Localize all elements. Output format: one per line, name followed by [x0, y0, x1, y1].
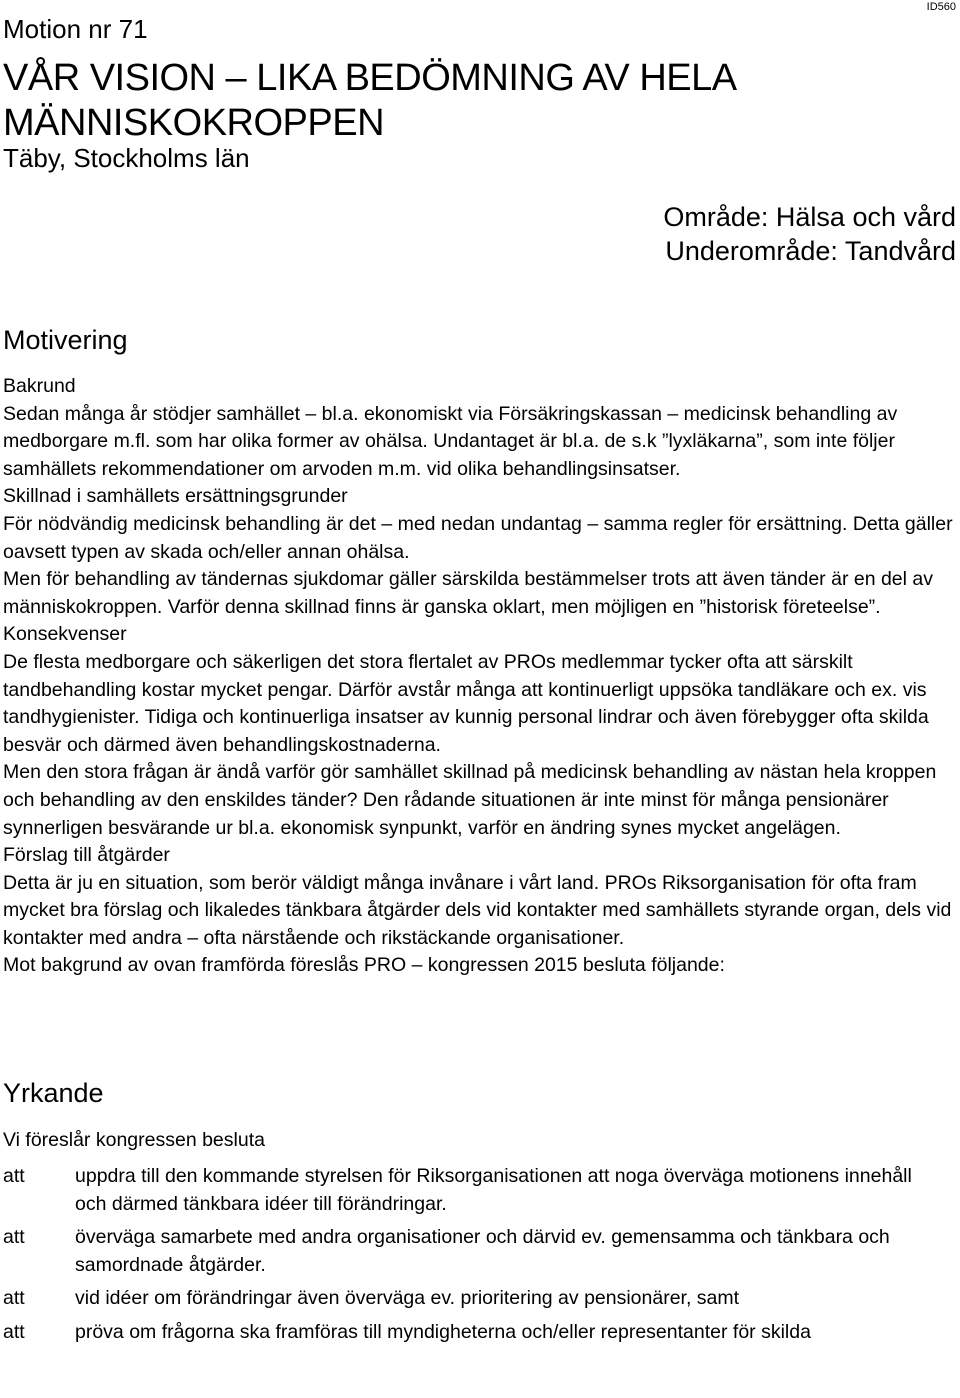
motion-number: Motion nr 71: [3, 14, 148, 44]
yrkande-line: överväga samarbete med andra organisationer och därvid ev. gemensamma och tänkbara och: [75, 1226, 890, 1249]
motivering-heading: Motivering: [3, 325, 128, 355]
paragraph: Mot bakgrund av ovan framförda föreslås PRO – kongressen 2015 besluta följande:: [3, 954, 725, 977]
yrkande-line: vid idéer om förändringar även överväga ev. prioritering av pensionärer, samt: [75, 1287, 740, 1310]
yrkande-text: [75, 1319, 958, 1347]
yrkande-text: [75, 1285, 958, 1313]
yrkande-line: samordnade åtgärder.: [75, 1253, 266, 1276]
yrkande-list: [3, 1163, 958, 1353]
yrkande-item: [3, 1163, 958, 1218]
paragraph: Men för behandling av tändernas sjukdomar gäller särskilda bestämmelser trots att även tänder är en del av människokroppen. Varför denna skillnad finns är ganska oklart, men möjligen en ”historisk företeelse”.: [3, 568, 933, 618]
paragraph: Skillnad i samhällets ersättningsgrunder: [3, 485, 348, 508]
yrkande-text: [75, 1224, 958, 1279]
paragraph: Detta är ju en situation, som berör väldigt många invånare i vårt land. PROs Riksorganisation för ofta fram mycket bra förslag och likaledes tänkbara åtgärder dels vid kontakter med samhällets styrande organ, dels vid kontakter med andra – ofta närstående och rikstäckande organisationer.: [3, 871, 952, 949]
subject-area: [663, 200, 956, 268]
paragraph: Konsekvenser: [3, 623, 127, 646]
yrkande-item: [3, 1285, 958, 1313]
yrkande-line: och därmed tänkbara idéer till förändringar.: [75, 1192, 447, 1215]
subarea-label: Underområde: Tandvård: [665, 236, 956, 266]
paragraph: Bakrund: [3, 375, 76, 397]
yrkande-item: [3, 1224, 958, 1279]
yrkande-intro: Vi föreslår kongressen besluta: [3, 1129, 265, 1151]
paragraph: Men den stora frågan är ändå varför gör samhället skillnad på medicinsk behandling av nästan hela kroppen och behandling av den enskildes tänder? Den rådande situationen är inte minst för många pensionärer synnerligen besvärande ur bl.a. ekonomisk synpunkt, varför en ändring synes mycket angelägen.: [3, 761, 937, 839]
att-marker: att: [3, 1226, 25, 1249]
att-marker: att: [3, 1165, 25, 1187]
yrkande-line: uppdra till den kommande styrelsen för Riksorganisationen att noga överväga motionens innehåll: [75, 1165, 912, 1187]
motivering-body: [3, 373, 958, 980]
att-marker: att: [3, 1287, 25, 1310]
att-marker: att: [3, 1320, 25, 1343]
yrkande-text: [75, 1163, 958, 1218]
paragraph: Sedan många år stödjer samhället – bl.a. ekonomiskt via Försäkringskassan – medicinsk behandling av medborgare m.fl. som har olika former av ohälsa. Undantaget är bl.a. de s.k ”lyxläkarna”, som inte följer samhällets rekommendationer om arvoden m.m. vid olika behandlingsinsatser.: [3, 402, 898, 480]
yrkande-line: pröva om frågorna ska framföras till myndigheterna och/eller representanter för skilda: [75, 1320, 811, 1343]
motion-title: VÅR VISION – LIKA BEDÖMNING AV HELA MÄNNISKOKROPPEN: [3, 57, 735, 144]
motion-place: Täby, Stockholms län: [3, 143, 250, 173]
yrkande-item: [3, 1319, 958, 1347]
paragraph: Förslag till åtgärder: [3, 844, 170, 867]
area-label: Område: Hälsa och vård: [663, 202, 956, 232]
yrkande-heading: Yrkande: [3, 1078, 104, 1108]
paragraph: De flesta medborgare och säkerligen det stora flertalet av PROs medlemmar tycker ofta att särskilt tandbehandling kostar mycket pengar. Därför avstår många att kontinuerligt uppsöka tandläkare och ex. vis tandhygienister. Tidiga och kontinuerliga insatser av kunnig personal lindrar och även förebygger ofta skilda besvär och därmed även behandlingskostnaderna.: [3, 650, 929, 756]
paragraph: För nödvändig medicinsk behandling är det – med nedan undantag – samma regler för ersättning. Detta gäller oavsett typen av skada och/eller annan ohälsa.: [3, 512, 953, 563]
document-id: ID560: [926, 1, 956, 13]
